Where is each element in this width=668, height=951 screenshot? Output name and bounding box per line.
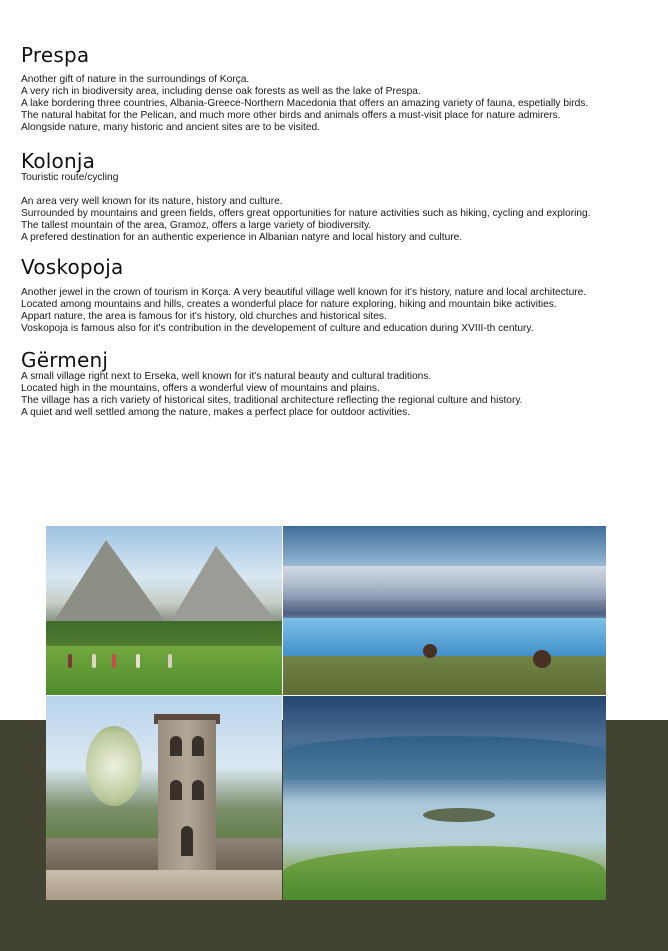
- section-line: Surrounded by mountains and green fields, offers great opportunities for nature activities such as hiking, cycling and exploring.: [21, 208, 591, 219]
- photo-lake-snowy-mountains: [283, 526, 606, 695]
- photo-lake-island: [283, 696, 606, 900]
- section-line: Alongside nature, many historic and ancient sites are to be visited.: [21, 122, 320, 133]
- section-line: Another jewel in the crown of tourism in Korça. A very beautiful village well known for it's history, nature and local architecture.: [21, 287, 587, 298]
- section-title-kolonja: Kolonja: [21, 149, 96, 173]
- section-line: Voskopoja is famous also for it's contribution in the developement of culture and education during XVIII-th century.: [21, 323, 534, 334]
- section-line: A lake bordering three countries, Albania-Greece-Northern Macedonia that offers an amazing variety of fauna, espetially birds.: [21, 98, 589, 109]
- section-line: The natural habitat for the Pelican, and much more other birds and animals offers a must-visit place for nature admirers.: [21, 110, 561, 121]
- section-line: The village has a rich variety of historical sites, traditional architecture reflecting the regional culture and history.: [21, 395, 523, 406]
- section-line: Another gift of nature in the surroundings of Korça.: [21, 74, 250, 85]
- section-subtitle-kolonja: Touristic route/cycling: [21, 172, 119, 183]
- section-voskopoja: [21, 256, 586, 335]
- section-line: An area very well known for its nature, history and culture.: [21, 196, 283, 207]
- section-title-prespa: Prespa: [21, 43, 90, 67]
- section-line: Located high in the mountains, offers a wonderful view of mountains and plains.: [21, 383, 380, 394]
- section-title-voskopoja: Voskopoja: [21, 255, 124, 279]
- section-line: Located among mountains and hills, creates a wonderful place for nature exploring, hiking and mountain bike activities.: [21, 299, 557, 310]
- section-kolonja: [21, 150, 591, 244]
- photo-mountain-valley-hikers: [46, 526, 282, 695]
- section-germenj: [21, 349, 523, 419]
- section-line: A quiet and well settled among the nature, makes a perfect place for outdoor activities.: [21, 407, 411, 418]
- section-line: A prefered destination for an authentic experience in Albanian natyre and local history and culture.: [21, 232, 463, 243]
- photo-collage: [46, 526, 606, 900]
- photo-stone-bell-tower: [46, 696, 282, 900]
- section-prespa: [21, 44, 588, 134]
- section-line: A very rich in biodiversity area, including dense oak forests as well as the lake of Prespa.: [21, 86, 421, 97]
- section-line: The tallest mountain of the area, Gramoz, offers a large variety of biodiversity.: [21, 220, 372, 231]
- section-title-germenj: Gërmenj: [21, 348, 109, 372]
- section-line: A small village right next to Erseka, well known for it's natural beauty and cultural traditions.: [21, 371, 432, 382]
- section-line: Appart nature, the area is famous for it's history, old churches and historical sites.: [21, 311, 387, 322]
